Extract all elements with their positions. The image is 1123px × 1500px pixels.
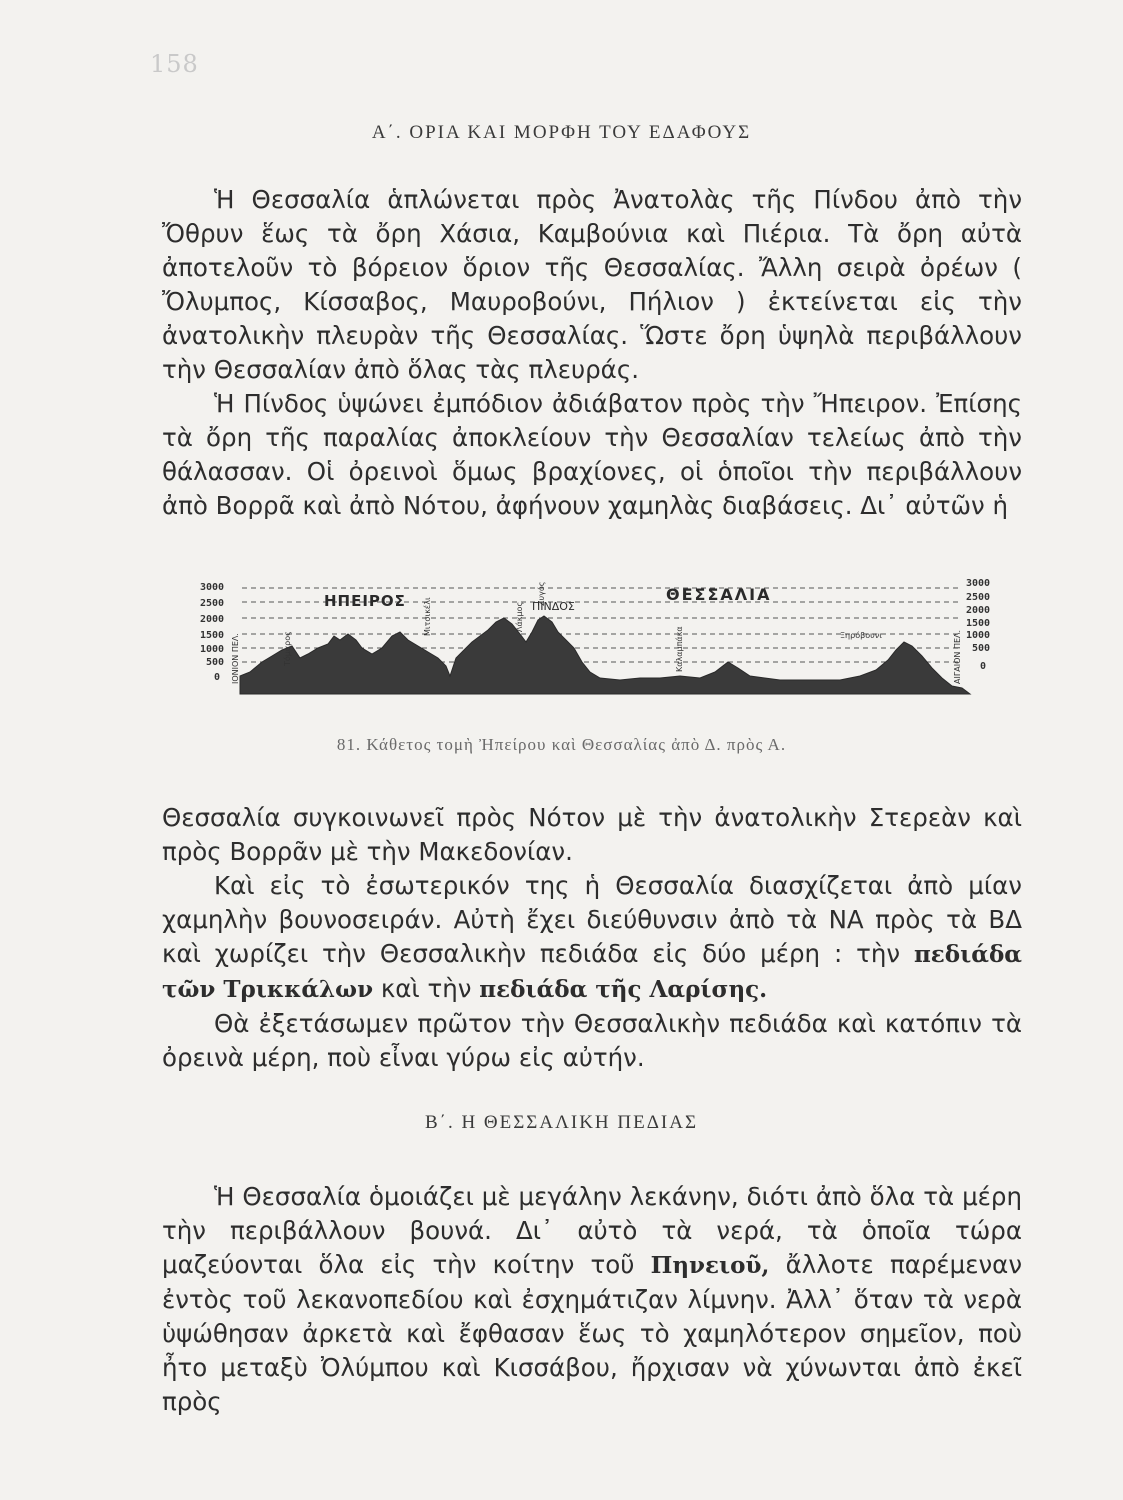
section-b-heading: Β΄. Η ΘΕΣΣΑΛΙΚΗ ΠΕΔΙΑΣ <box>424 1112 699 1133</box>
left-tick: 1000 <box>200 644 225 655</box>
section-a-heading: Α΄. ΟΡΙΑ ΚΑΙ ΜΟΡΦΗ ΤΟΥ ΕΔΑΦΟΥΣ <box>371 122 752 143</box>
right-tick: 1000 <box>966 630 991 641</box>
right-tick: 0 <box>980 661 987 672</box>
figure-caption: 81. Κάθετος τομὴ Ἠπείρου καὶ Θεσσαλίας ἀπὸ Δ. πρὸς Α. <box>336 735 787 754</box>
paragraph <box>162 1180 1022 1419</box>
peak-label: Τόμαρος <box>283 631 292 666</box>
peak-label: Λάκμος <box>515 601 524 632</box>
paragraph: Θεσσαλία συγκοινωνεῖ πρὸς Νότον μὲ τὴν ἀνατολικὴν Στερεὰν καὶ πρὸς Βορρᾶν μὲ τὴν Μακεδονίαν. <box>162 803 1022 866</box>
paragraph <box>162 869 1022 1007</box>
left-tick: 2000 <box>200 614 225 625</box>
page-number: 158 <box>150 50 199 78</box>
peak-label: Ξηρόβουνι <box>840 631 882 640</box>
text-span: ἄλλοτε παρέμεναν ἐντὸς τοῦ λεκανοπεδίου καὶ ἐσχημάτιζαν λίμνην. Ἀλλ᾽ ὅταν τὰ νερὰ ὑψώθησαν ἀρκετὰ καὶ ἔφθασαν ἕως τὸ χαμηλότερον σημεῖον, ποὺ ἦτο μεταξὺ Ὀλύμπου καὶ Κισσάβου, ἤρχισαν νὰ χύνωνται ἀπὸ ἐκεῖ πρὸς <box>162 1250 1023 1416</box>
region-label-epirus: ΗΠΕΙΡΟΣ <box>324 592 406 610</box>
text-span: καὶ τὴν <box>380 974 472 1003</box>
left-tick: 2500 <box>200 598 225 609</box>
relief-profile <box>240 616 970 694</box>
relief-profile-svg <box>200 576 1010 716</box>
left-tick: 3000 <box>200 582 225 593</box>
right-sea-label: ΑΙΓΑΙΟΝ ΠΕΛ. <box>953 629 962 684</box>
right-tick: 1500 <box>966 618 991 629</box>
section-b-body <box>162 1180 1022 1419</box>
right-tick: 2000 <box>966 605 991 616</box>
bold-term: πεδιάδα τῆς Λαρίσης. <box>479 976 768 1003</box>
pindos-label: ΠΙΝΔΟΣ <box>532 600 575 613</box>
text-span: Καὶ εἰς τὸ ἐσωτερικόν της ἡ Θεσσαλία διασχίζεται ἀπὸ μίαν χαμηλὴν βουνοσειράν. Αὐτὴ ἔχει διεύθυνσιν ἀπὸ τὰ ΝΑ πρὸς τὰ ΒΔ καὶ χωρίζει τὴν Θεσσαλικὴν πεδιάδα εἰς δύο μέρη : τὴν <box>162 871 1022 968</box>
section-a-body-bottom <box>162 801 1022 1075</box>
paragraph: Θὰ ἐξετάσωμεν πρῶτον τὴν Θεσσαλικὴν πεδιάδα καὶ κατόπιν τὰ ὀρεινὰ μέρη, ποὺ εἶναι γύρω εἰς αὐτήν. <box>162 1009 1022 1072</box>
peak-label: Μιτσικέλι <box>423 597 432 636</box>
text-span: Ἡ Θεσσαλία ὁμοιάζει μὲ μεγάλην λεκάνην, διότι ἀπὸ ὅλα τὰ μέρη τὴν περιβάλλουν βουνά. Δι᾽ αὐτὸ τὰ νερά, τὰ ὁποῖα τώρα μαζεύονται ὅλα εἰς τὴν κοίτην τοῦ <box>162 1182 1022 1279</box>
bold-term: Πηνειοῦ, <box>650 1252 770 1279</box>
right-tick: 3000 <box>966 578 991 589</box>
region-label-thessaly: ΘΕΣΣΑΛΙΑ <box>666 585 772 604</box>
bold-term: πεδιάδα τῶν Τρικκάλων <box>162 941 1022 1003</box>
paragraph: Ἡ Πίνδος ὑψώνει ἐμπόδιον ἀδιάβατον πρὸς τὴν Ἤπειρον. Ἐπίσης τὰ ὄρη τῆς παραλίας ἀποκλείουν τὴν Θεσσαλίαν τελείως ἀπὸ τὴν θάλασσαν. Οἱ ὀρεινοὶ ὅμως βραχίονες, οἱ ὁποῖοι τὴν περιβάλλουν ἀπὸ Βορρᾶ καὶ ἀπὸ Νότου, ἀφήνουν χαμηλὰς διαβάσεις. Δι᾽ αὐτῶν ἡ <box>162 389 1022 520</box>
cross-section-figure <box>200 576 1010 716</box>
left-tick: 500 <box>206 657 225 668</box>
left-tick: 1500 <box>200 630 225 641</box>
left-tick: 0 <box>214 672 221 683</box>
left-sea-label: ΙΟΝΙΟΝ ΠΕΛ. <box>231 633 240 684</box>
paragraph: Ἡ Θεσσαλία ἁπλώνεται πρὸς Ἀνατολὰς τῆς Πίνδου ἀπὸ τὴν Ὄθρυν ἕως τὰ ὄρη Χάσια, Καμβούνια καὶ Πιέρια. Τὰ ὄρη αὐτὰ ἀποτελοῦν τὸ βόρειον ὅριον τῆς Θεσσαλίας. Ἄλλη σειρὰ ὀρέων ( Ὄλυμπος, Κίσσαβος, Μαυροβούνι, Πήλιον ) ἐκτείνεται εἰς τὴν ἀνατολικὴν πλευρὰν τῆς Θεσσαλίας. Ὥστε ὄρη ὑψηλὰ περιβάλλουν τὴν Θεσσαλίαν ἀπὸ ὅλας τὰς πλευράς. <box>162 185 1022 384</box>
peak-label: Καλαμπάκα <box>675 626 684 672</box>
right-tick: 2500 <box>966 592 991 603</box>
right-tick: 500 <box>972 643 991 654</box>
peak-label: Ζυγός <box>537 581 546 606</box>
section-a-body-top <box>162 183 1022 523</box>
